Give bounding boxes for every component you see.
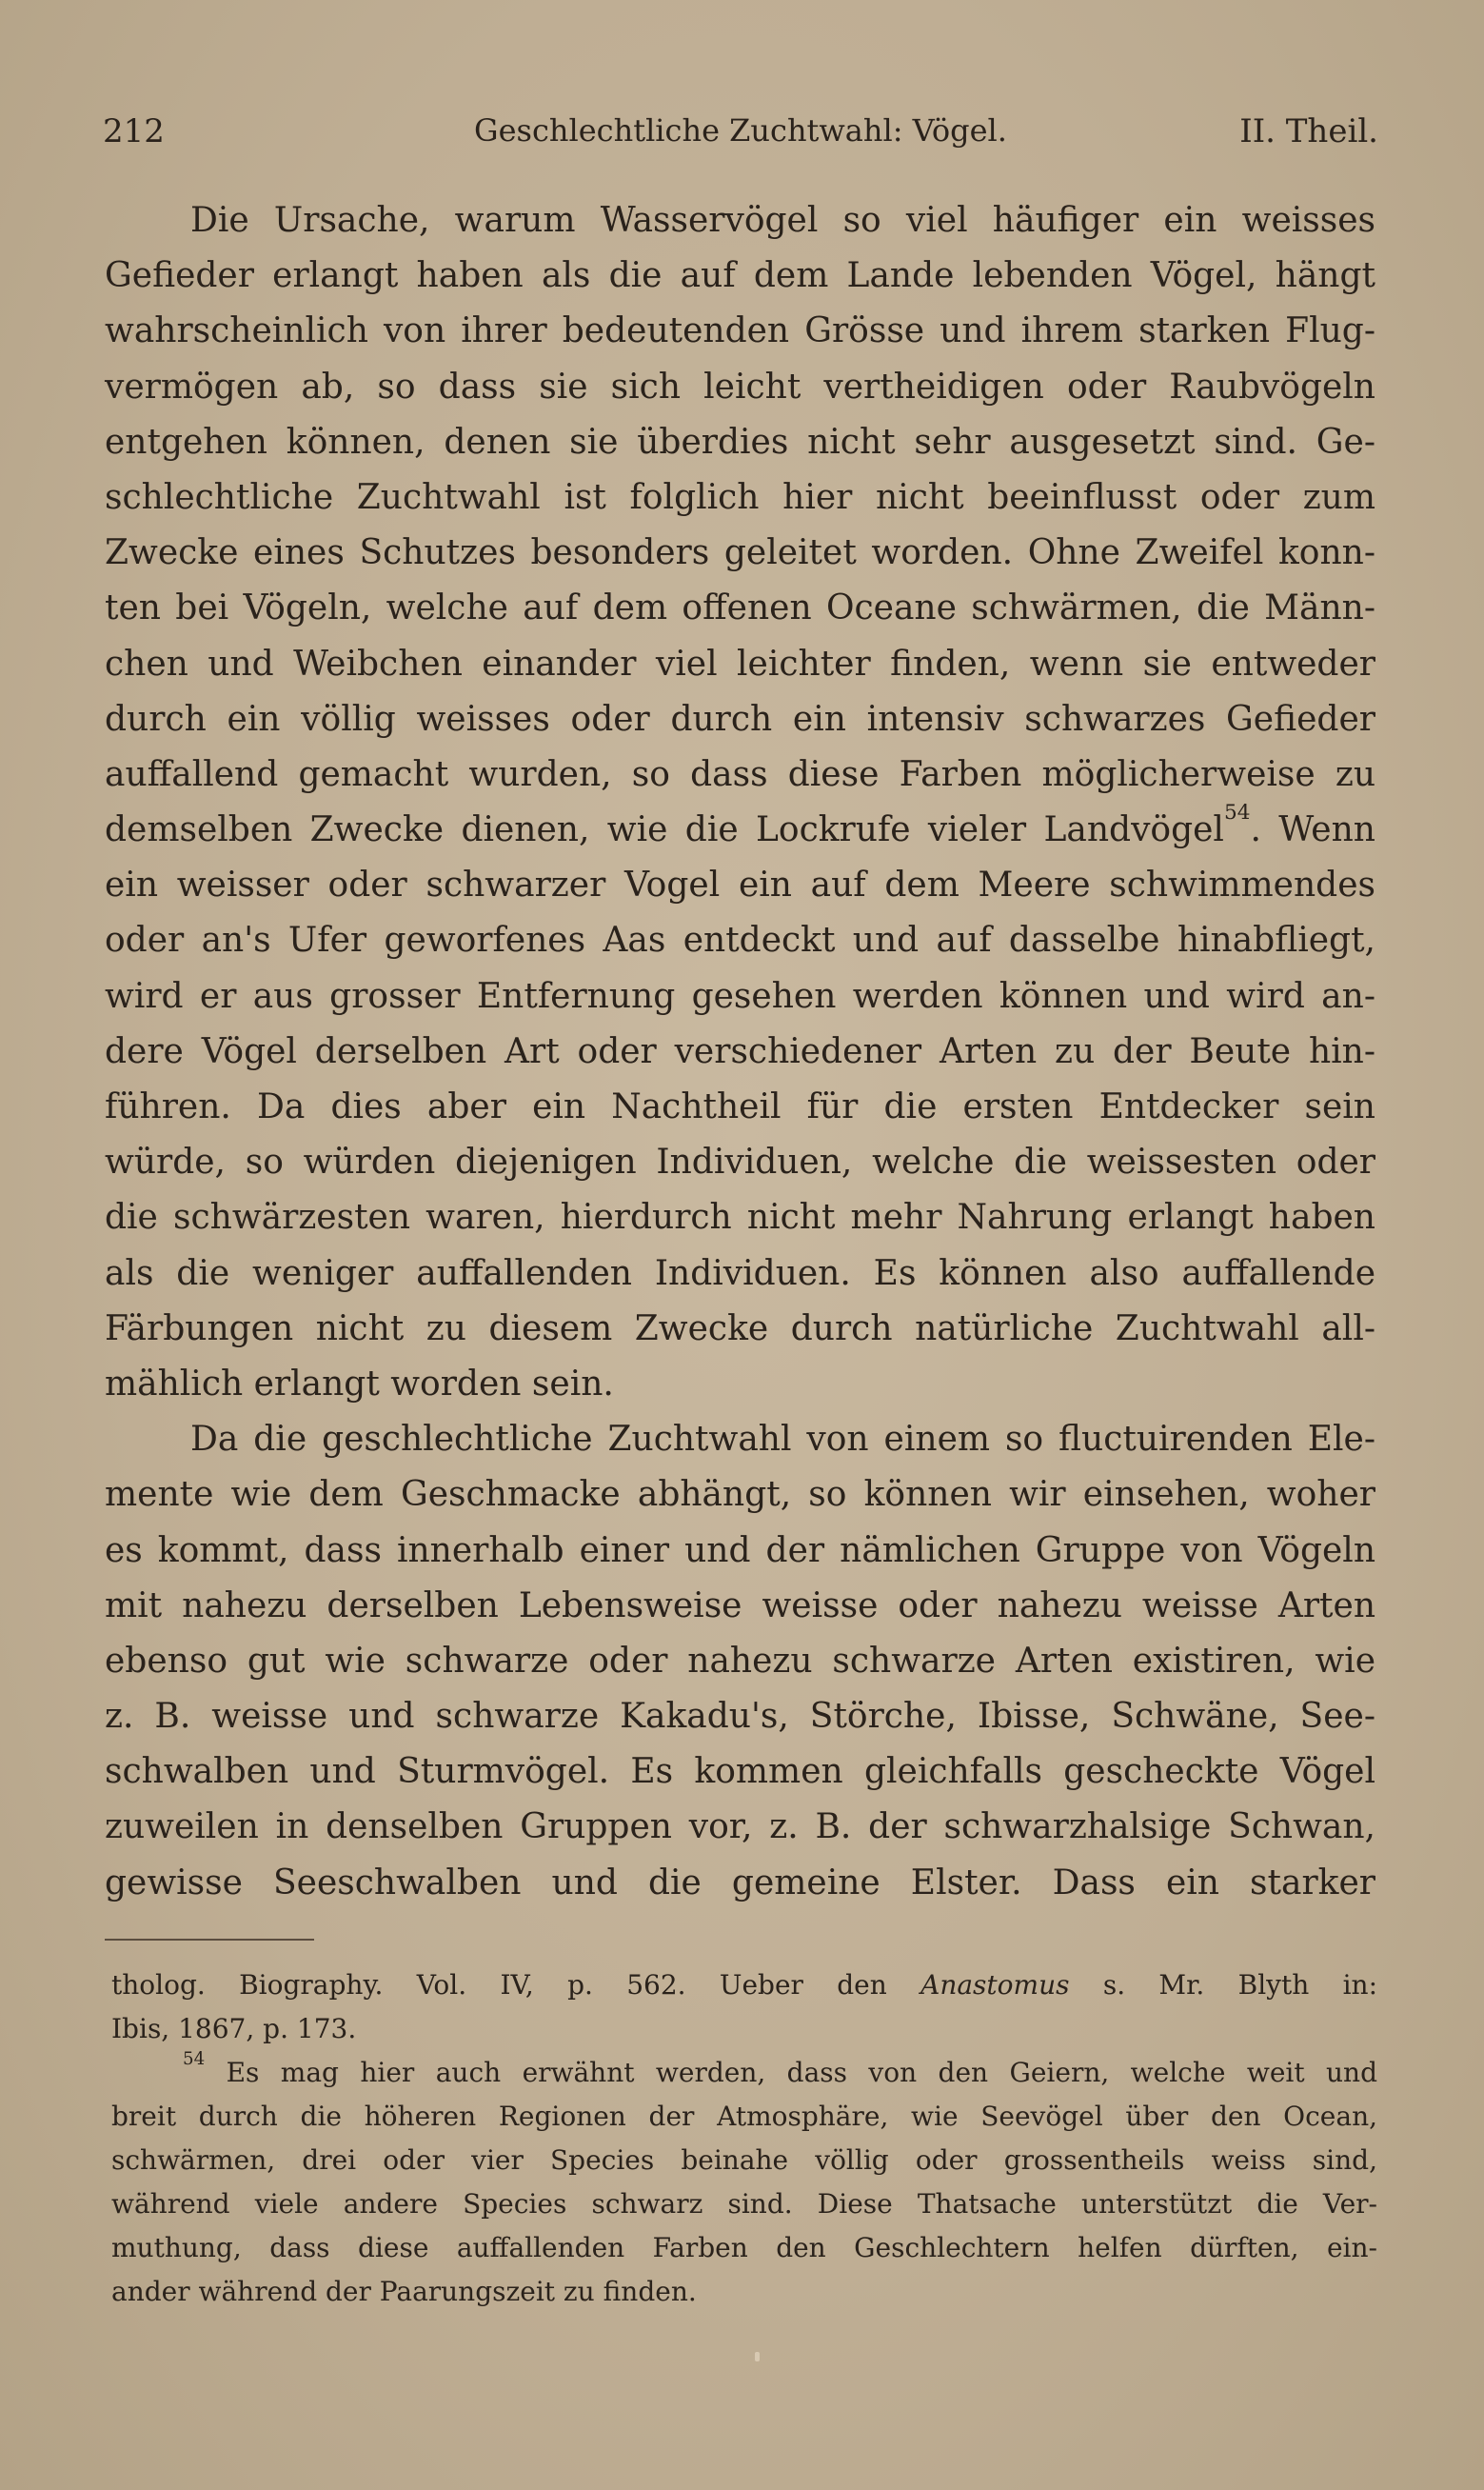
text-line: als die weniger auffallenden Individuen. Es können also auffallende (105, 1253, 1375, 1293)
text-line: z. B. weisse und schwarze Kakadu's, Störche, Ibisse, Schwäne, See- (105, 1697, 1375, 1737)
text-line: schlechtliche Zuchtwahl ist folglich hier nicht beeinflusst oder zum (105, 477, 1375, 517)
text-segment: . Wenn (1250, 810, 1375, 850)
footnote-marker: 54 (183, 2049, 206, 2069)
footnote-line: ander während der Paarungszeit zu finden. (111, 2276, 697, 2307)
footnotes (111, 1963, 1377, 2314)
footnote-text: tholog. Biography. Vol. IV, p. 562. Ueber den (111, 1969, 887, 2001)
text-line: es kommt, dass innerhalb einer und der nämlichen Gruppe von Vögeln (105, 1530, 1375, 1570)
main-text (105, 193, 1375, 1911)
text-line: vermögen ab, so dass sie sich leicht vertheidigen oder Raubvögeln (105, 367, 1375, 407)
text-line: würde, so würden diejenigen Individuen, welche die weissesten oder (105, 1143, 1375, 1183)
text-line: dere Vögel derselben Art oder verschiedener Arten zu der Beute hin- (105, 1031, 1375, 1071)
text-line: führen. Da dies aber ein Nachtheil für die ersten Entdecker sein (105, 1087, 1375, 1126)
running-header (103, 112, 1378, 160)
text-segment: demselben Zwecke dienen, wie die Lockrufe vieler Landvögel (105, 810, 1224, 850)
text-line: schwalben und Sturmvögel. Es kommen gleichfalls gescheckte Vögel (105, 1752, 1375, 1792)
text-line: ein weisser oder schwarzer Vogel ein auf dem Meere schwimmendes (105, 866, 1375, 906)
footnote-line: schwärmen, drei oder vier Species beinahe völlig oder grossentheils weiss sind, (111, 2144, 1377, 2176)
text-line: mählich erlangt worden sein. (105, 1364, 614, 1404)
text-line: wird er aus grosser Entfernung gesehen werden können und wird an- (105, 976, 1375, 1016)
text-line: entgehen können, denen sie überdies nicht sehr ausgesetzt sind. Ge- (105, 422, 1375, 462)
text-line: wahrscheinlich von ihrer bedeutenden Grösse und ihrem starken Flug- (105, 311, 1375, 351)
text-line: ebenso gut wie schwarze oder nahezu schwarze Arten existiren, wie (105, 1641, 1375, 1681)
text-line: Gefieder erlangt haben als die auf dem Lande lebenden Vögel, hängt (105, 256, 1375, 296)
footnote-line: muthung, dass diese auffallenden Farben den Geschlechtern helfen dürften, ein- (111, 2232, 1377, 2263)
footnote-divider (105, 1939, 314, 1941)
text-line: mente wie dem Geschmacke abhängt, so können wir einsehen, woher (105, 1475, 1375, 1515)
footnote-line: breit durch die höheren Regionen der Atmosphäre, wie Seevögel über den Ocean, (111, 2101, 1377, 2132)
taxon-name: Anastomus (920, 1969, 1070, 2001)
page-number: 212 (103, 112, 165, 150)
text-line: oder an's Ufer geworfenes Aas entdeckt und auf dasselbe hinabfliegt, (105, 921, 1375, 961)
footnote-reference[interactable]: 54 (1223, 801, 1251, 826)
footnote-line (111, 1963, 1377, 2007)
text-line: Da die geschlechtliche Zuchtwahl von einem so fluctuirenden Ele- (190, 1420, 1375, 1460)
part-label: II. Theil. (1239, 112, 1378, 150)
footnote-text: Es mag hier auch erwähnt werden, dass von den Geiern, welche weit und (226, 2057, 1377, 2088)
text-line: Zwecke eines Schutzes besonders geleitet worden. Ohne Zweifel konn- (105, 533, 1375, 573)
text-line: ten bei Vögeln, welche auf dem offenen Oceane schwärmen, die Männ- (105, 588, 1375, 628)
paper-speck (755, 2352, 760, 2361)
text-line: mit nahezu derselben Lebensweise weisse oder nahezu weisse Arten (105, 1585, 1375, 1625)
text-line: gewisse Seeschwalben und die gemeine Elster. Dass ein starker (105, 1863, 1375, 1902)
footnote-54-first-line (111, 2051, 1377, 2095)
text-line: chen und Weibchen einander viel leichter finden, wenn sie entweder (105, 644, 1375, 684)
text-line: Die Ursache, warum Wasservögel so viel häufiger ein weisses (190, 201, 1375, 240)
text-line: die schwärzesten waren, hierdurch nicht mehr Nahrung erlangt haben (105, 1198, 1375, 1238)
text-line: auffallend gemacht wurden, so dass diese Farben möglicherweise zu (105, 754, 1375, 794)
text-line-with-footnote-ref (105, 803, 1375, 858)
text-line: durch ein völlig weisses oder durch ein intensiv schwarzes Gefieder (105, 699, 1375, 739)
footnote-text: s. Mr. Blyth in: (1102, 1969, 1377, 2001)
running-title: Geschlechtliche Zuchtwahl: Vögel. (474, 112, 1007, 149)
text-line: Färbungen nicht zu diesem Zwecke durch natürliche Zuchtwahl all- (105, 1308, 1375, 1348)
text-line: zuweilen in denselben Gruppen vor, z. B. der schwarzhalsige Schwan, (105, 1807, 1375, 1847)
footnote-line: Ibis, 1867, p. 173. (111, 2013, 357, 2044)
footnote-line: während viele andere Species schwarz sind. Diese Thatsache unterstützt die Ver- (111, 2188, 1377, 2220)
